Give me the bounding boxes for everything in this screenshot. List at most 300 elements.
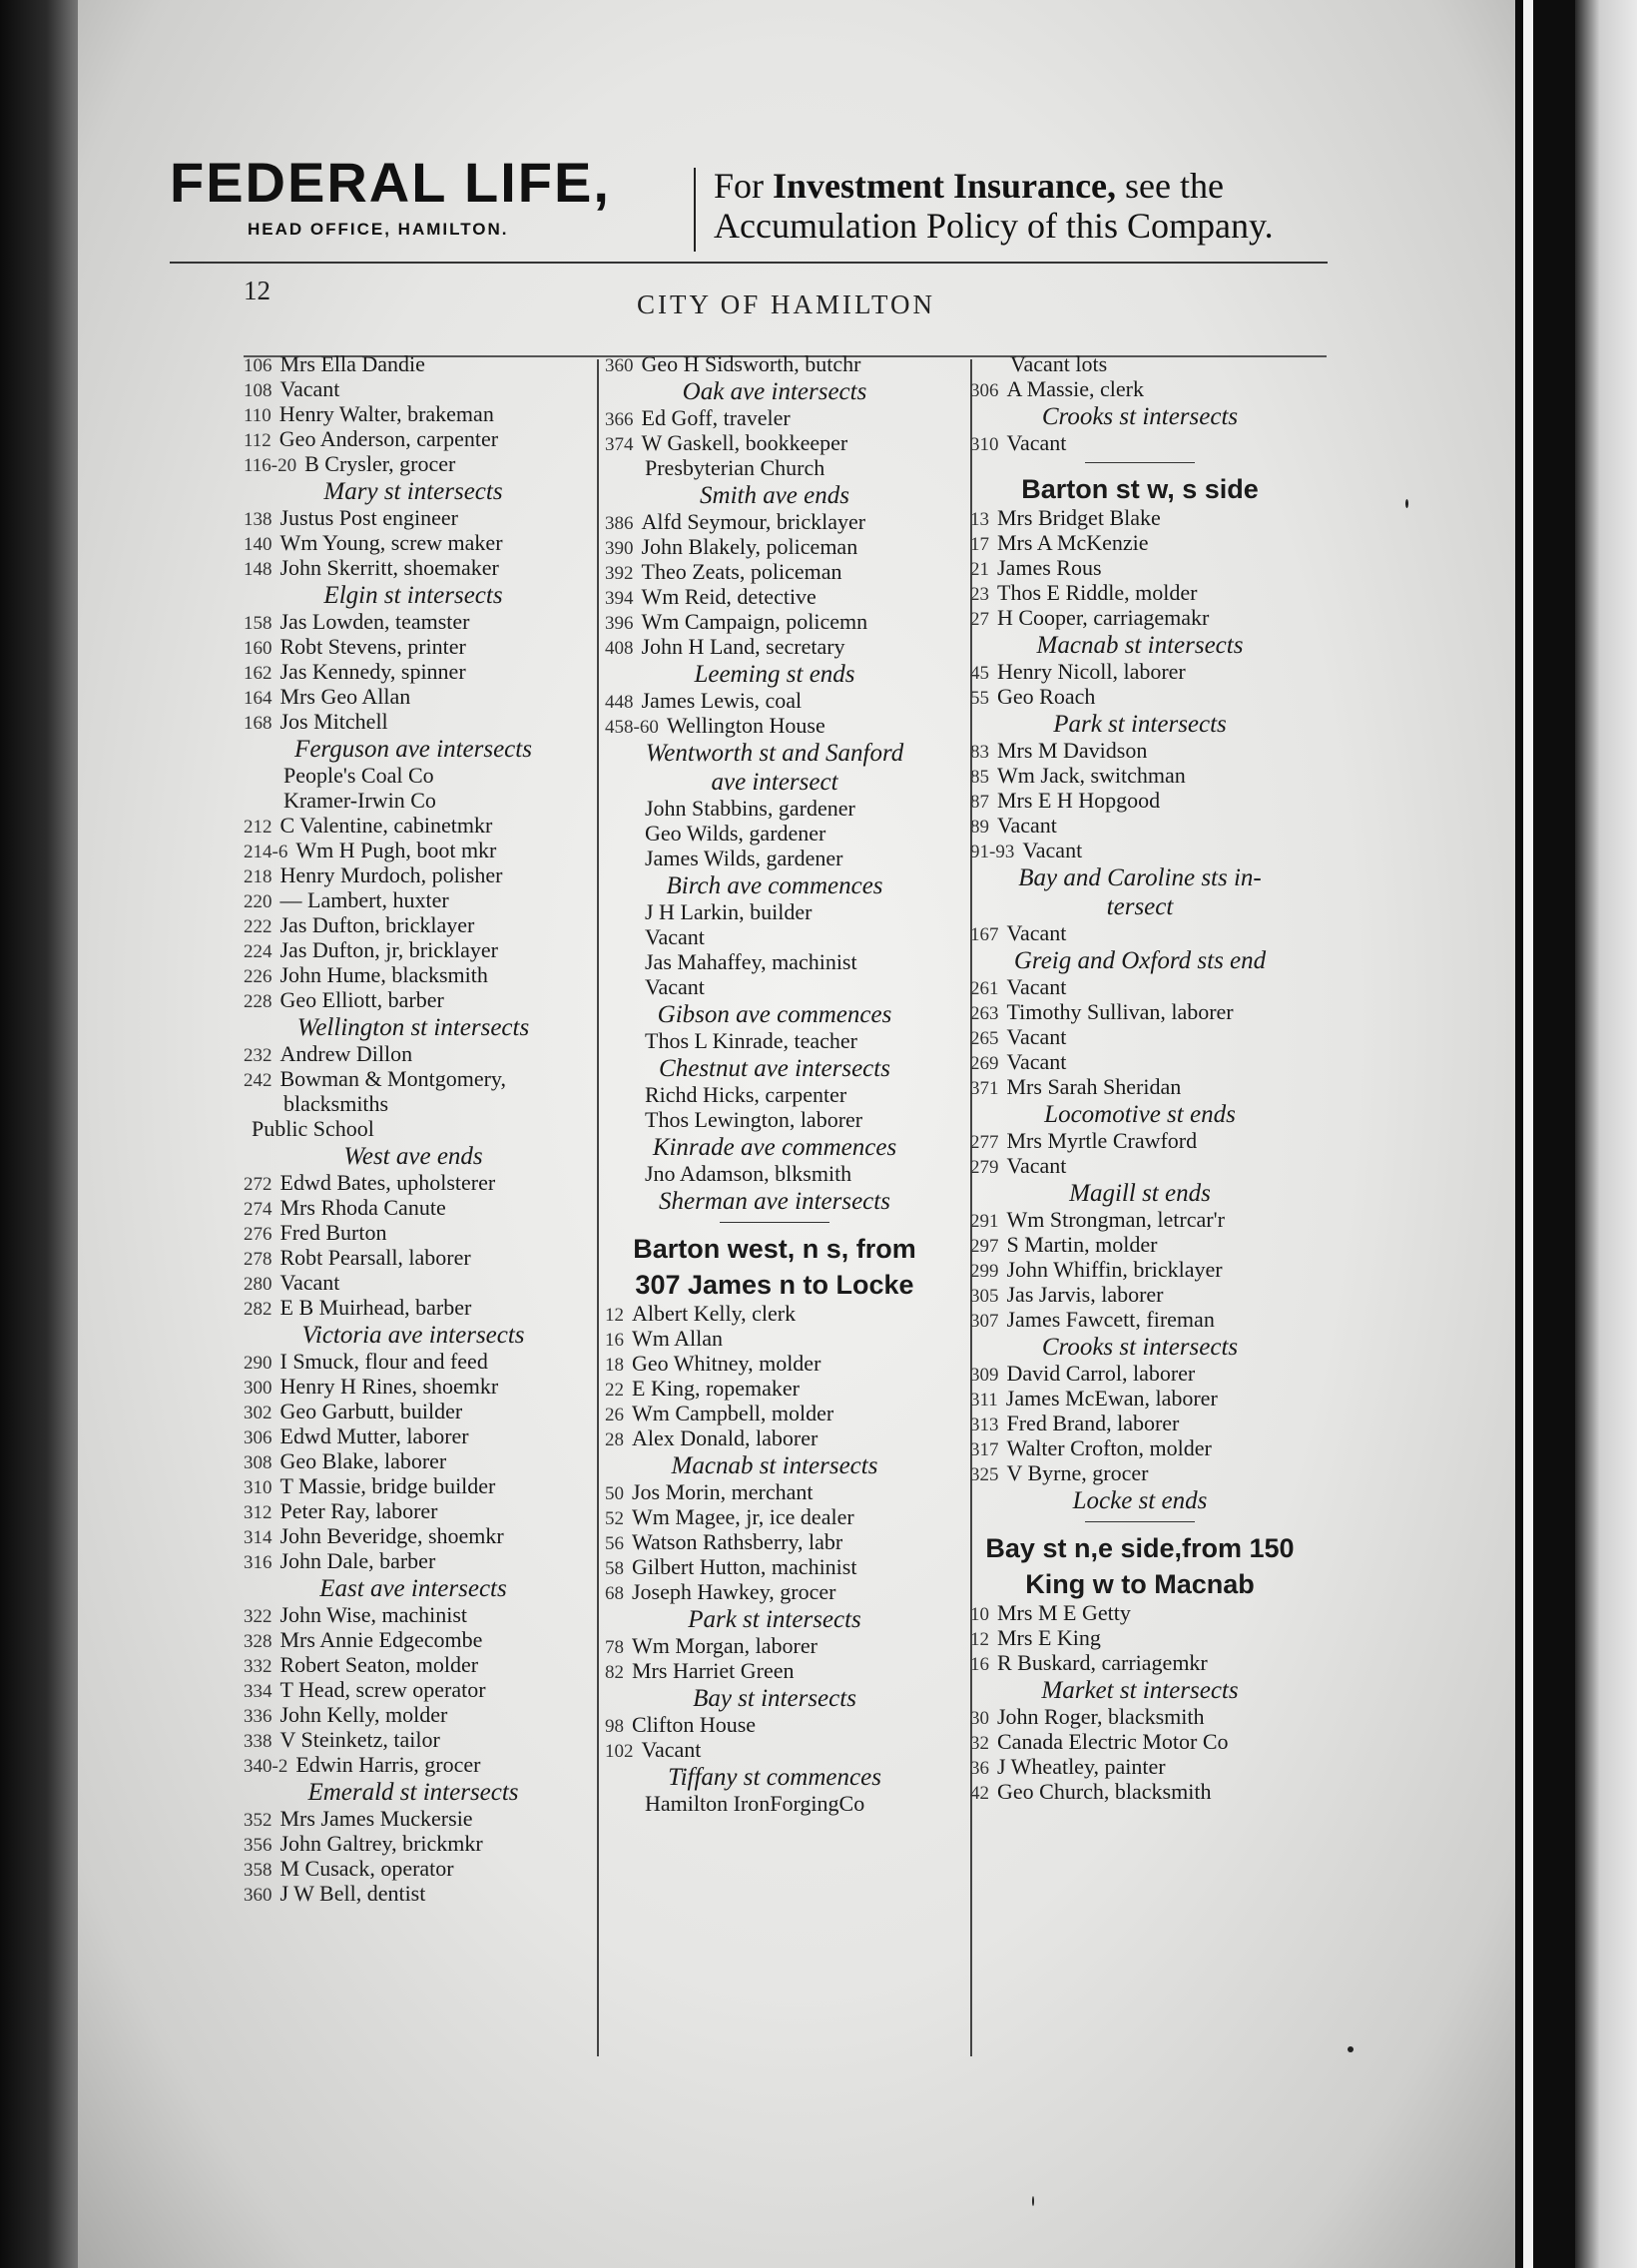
directory-entry (970, 1704, 1310, 1729)
resident-name: Geo Elliott, barber (279, 987, 444, 1012)
resident-name: Wm Magee, jr, ice dealer (632, 1504, 854, 1529)
resident-name: Wm Campbell, molder (632, 1401, 834, 1425)
street-intersection: Bay st intersects (693, 1685, 856, 1712)
street-intersection: Locke st ends (1072, 1487, 1208, 1514)
house-number: 22 (605, 1380, 624, 1401)
section-separator (970, 1514, 1310, 1528)
directory-entry: Geo Wilds, gardener (645, 821, 826, 846)
ad-brand: FEDERAL LIFE, (170, 151, 611, 214)
house-number: 366 (605, 409, 634, 430)
directory-entry (244, 1602, 583, 1627)
directory-entry (244, 1270, 583, 1295)
house-number: 261 (970, 978, 999, 999)
house-number: 310 (244, 1477, 273, 1498)
directory-entry (244, 1374, 583, 1399)
street-heading: 307 James n to Locke (635, 1270, 914, 1300)
house-number: 45 (970, 663, 989, 684)
directory-entry: Vacant (645, 974, 705, 999)
directory-entry: Hamilton IronForgingCo (645, 1791, 865, 1816)
directory-entry (244, 1349, 583, 1374)
directory-entry (970, 684, 1310, 709)
house-number: 279 (970, 1157, 999, 1178)
resident-name: Geo Garbutt, builder (279, 1399, 463, 1423)
directory-entry (244, 1727, 583, 1752)
resident-name: Albert Kelly, clerk (632, 1301, 797, 1326)
directory-entry: Jno Adamson, blksmith (645, 1161, 852, 1186)
house-number: 91-93 (970, 842, 1015, 862)
house-number: 338 (244, 1731, 273, 1752)
house-number: 16 (970, 1654, 989, 1675)
directory-entry (970, 1625, 1310, 1650)
directory-entry (970, 1754, 1310, 1779)
house-number: 17 (970, 534, 989, 555)
resident-name: Peter Ray, laborer (279, 1498, 438, 1523)
directory-entry (244, 1448, 583, 1473)
directory-entry (244, 1220, 583, 1245)
resident-name: Fred Brand, laborer (1006, 1411, 1180, 1435)
house-number: 164 (244, 688, 273, 709)
ad-divider (694, 168, 696, 252)
resident-name: James McEwan, laborer (1005, 1386, 1218, 1411)
street-intersection: Wellington st intersects (296, 1014, 530, 1041)
resident-name: Watson Rathsberry, labr (632, 1529, 843, 1554)
house-number: 162 (244, 663, 273, 684)
resident-name: H Cooper, carriagemakr (997, 605, 1210, 630)
directory-entry (605, 1301, 944, 1326)
directory-entry (970, 1411, 1310, 1435)
resident-name: Thos E Riddle, molder (997, 580, 1198, 605)
resident-name: Henry Walter, brakeman (278, 401, 494, 426)
directory-entry (244, 555, 583, 580)
resident-name: James Rous (997, 555, 1102, 580)
house-number: 87 (970, 792, 989, 813)
house-number: 352 (244, 1810, 273, 1831)
directory-entry (605, 430, 944, 455)
directory-entry: Kramer-Irwin Co (283, 788, 436, 813)
directory-entry (244, 1652, 583, 1677)
resident-name: John Whiffin, bricklayer (1006, 1257, 1223, 1282)
directory-entry (970, 1600, 1310, 1625)
resident-name: Theo Zeats, policeman (641, 559, 842, 584)
house-number: 274 (244, 1199, 273, 1220)
street-intersection: Ferguson ave intersects (294, 736, 532, 763)
street-intersection: West ave ends (343, 1143, 483, 1170)
house-number: 278 (244, 1249, 273, 1270)
directory-entry (244, 987, 583, 1012)
house-number: 26 (605, 1405, 624, 1425)
street-intersection: Smith ave ends (700, 482, 849, 509)
house-number: 56 (605, 1533, 624, 1554)
street-intersection: Mary st intersects (323, 478, 503, 505)
directory-entry (244, 1702, 583, 1727)
resident-name: Vacant (1006, 1024, 1067, 1049)
resident-name: Mrs M Davidson (997, 738, 1148, 763)
street-intersection: Chestnut ave intersects (659, 1055, 890, 1082)
ad-head-office: HEAD OFFICE, HAMILTON. (248, 220, 509, 239)
ink-speck (1405, 499, 1408, 508)
resident-name: Jos Mitchell (279, 709, 388, 734)
page-number: 12 (244, 276, 271, 305)
resident-name: T Massie, bridge builder (279, 1473, 496, 1498)
resident-name: Mrs Geo Allan (279, 684, 411, 709)
directory-entry (605, 1737, 944, 1762)
directory-entry (970, 1207, 1310, 1232)
resident-name: E B Muirhead, barber (279, 1295, 472, 1320)
resident-name: Mrs Rhoda Canute (279, 1195, 446, 1220)
resident-name: Geo Church, blacksmith (997, 1779, 1212, 1804)
resident-name: Jas Kennedy, spinner (279, 659, 466, 684)
house-number: 317 (970, 1439, 999, 1460)
directory-entry (970, 788, 1310, 813)
directory-entry (970, 974, 1310, 999)
resident-name: Wm H Pugh, boot mkr (295, 838, 497, 862)
resident-name: Jas Dufton, bricklayer (279, 912, 475, 937)
resident-name: David Carrol, laborer (1006, 1361, 1196, 1386)
house-number: 394 (605, 588, 634, 609)
house-number: 313 (970, 1415, 999, 1435)
street-intersection: Greig and Oxford sts end (1013, 947, 1267, 974)
house-number: 158 (244, 613, 273, 634)
house-number: 392 (605, 563, 634, 584)
house-number: 297 (970, 1236, 999, 1257)
street-intersection: Leeming st ends (694, 661, 855, 688)
directory-entry (970, 1153, 1310, 1178)
resident-name: Vacant (1006, 974, 1067, 999)
house-number: 224 (244, 941, 273, 962)
resident-name: Geo Blake, laborer (279, 1448, 447, 1473)
directory-entry (244, 1473, 583, 1498)
directory-entry (605, 1633, 944, 1658)
house-number: 168 (244, 713, 273, 734)
house-number: 148 (244, 559, 273, 580)
ad-slogan-line1 (714, 166, 1274, 206)
resident-name: J W Bell, dentist (279, 1881, 426, 1906)
directory-entry (970, 1435, 1310, 1460)
resident-name: Alex Donald, laborer (632, 1425, 818, 1450)
house-number: 85 (970, 767, 989, 788)
street-intersection: Magill st ends (1069, 1180, 1211, 1207)
resident-name: — Lambert, huxter (279, 887, 449, 912)
directory-entry (244, 634, 583, 659)
directory-entry (605, 1658, 944, 1683)
house-number: 110 (244, 405, 272, 426)
house-number: 138 (244, 509, 273, 530)
directory-entry (244, 813, 583, 838)
directory-entry (605, 1712, 944, 1737)
directory-entry (244, 1806, 583, 1831)
resident-name: W Gaskell, bookkeeper (641, 430, 848, 455)
house-number: 82 (605, 1662, 624, 1683)
resident-name: Henry H Rines, shoemkr (279, 1374, 499, 1399)
directory-entry (244, 887, 583, 912)
resident-name: V Byrne, grocer (1006, 1460, 1149, 1485)
resident-name: Wm Reid, detective (641, 584, 817, 609)
scan-left-edge (0, 0, 78, 2268)
column-1 (244, 351, 583, 1906)
resident-name: Timothy Sullivan, laborer (1006, 999, 1234, 1024)
resident-name: Edwin Harris, grocer (295, 1752, 481, 1777)
house-number: 263 (970, 1003, 999, 1024)
resident-name: I Smuck, flour and feed (279, 1349, 488, 1374)
directory-entry (244, 1548, 583, 1573)
directory-entry (970, 376, 1310, 401)
directory-entry: John Stabbins, gardener (645, 796, 855, 821)
resident-name: Gilbert Hutton, machinist (632, 1554, 857, 1579)
street-intersection: Park st intersects (1053, 711, 1227, 738)
directory-entry (244, 1066, 583, 1091)
street-intersection: Oak ave intersects (682, 378, 867, 405)
resident-name: E King, ropemaker (632, 1376, 800, 1401)
directory-entry (970, 555, 1310, 580)
directory-entry (244, 351, 583, 376)
directory-entry (244, 962, 583, 987)
resident-name: James Fawcett, fireman (1006, 1307, 1215, 1332)
directory-entry (244, 426, 583, 451)
street-intersection: Crooks st intersects (1041, 1334, 1239, 1361)
house-number: 42 (970, 1783, 989, 1804)
directory-entry (605, 1376, 944, 1401)
house-number: 108 (244, 380, 273, 401)
resident-name: Robt Pearsall, laborer (279, 1245, 471, 1270)
house-number: 269 (970, 1053, 999, 1074)
resident-name: M Cusack, operator (279, 1856, 454, 1881)
directory-entry (970, 1049, 1310, 1074)
resident-name: Vacant (1006, 430, 1067, 455)
resident-name: Vacant (279, 376, 340, 401)
street-intersection: tersect (1106, 893, 1174, 920)
resident-name: John Dale, barber (279, 1548, 436, 1573)
street-intersection: Park st intersects (688, 1606, 861, 1633)
resident-name: Mrs Annie Edgecombe (279, 1627, 483, 1652)
street-intersection: East ave intersects (319, 1575, 507, 1602)
house-number: 55 (970, 688, 989, 709)
house-number: 458-60 (605, 717, 659, 738)
house-number: 102 (605, 1741, 634, 1762)
directory-entry (970, 763, 1310, 788)
directory-entry (605, 351, 944, 376)
house-number: 214-6 (244, 842, 288, 862)
resident-name: Henry Murdoch, polisher (279, 862, 503, 887)
resident-name: Mrs M E Getty (997, 1600, 1131, 1625)
column-2 (605, 351, 944, 1816)
house-number: 396 (605, 613, 634, 634)
house-number: 23 (970, 584, 989, 605)
ink-speck (1032, 2196, 1034, 2206)
house-number: 334 (244, 1681, 273, 1702)
resident-name: Vacant (641, 1737, 702, 1762)
resident-name: Wm Morgan, laborer (632, 1633, 818, 1658)
directory-entry: Jas Mahaffey, machinist (645, 949, 857, 974)
resident-name: Andrew Dillon (279, 1041, 413, 1066)
directory-entry (244, 912, 583, 937)
section-separator (605, 1215, 944, 1229)
directory-entry (244, 1627, 583, 1652)
house-number: 140 (244, 534, 273, 555)
house-number: 265 (970, 1028, 999, 1049)
resident-name: Bowman & Montgomery, (279, 1066, 506, 1091)
directory-entry (244, 505, 583, 530)
house-number: 218 (244, 866, 273, 887)
house-number: 360 (605, 355, 634, 376)
directory-entry (970, 1386, 1310, 1411)
directory-entry (605, 584, 944, 609)
directory-entry: Presbyterian Church (645, 455, 825, 480)
directory-entry (244, 1856, 583, 1881)
directory-entry (244, 709, 583, 734)
resident-name: Clifton House (632, 1712, 757, 1737)
directory-entry (970, 1074, 1310, 1099)
directory-entry (605, 1351, 944, 1376)
house-number: 32 (970, 1733, 989, 1754)
directory-entry (605, 1401, 944, 1425)
street-intersection: Wentworth st and Sanford (645, 740, 904, 767)
street-intersection: Macnab st intersects (671, 1452, 878, 1479)
resident-name: Alfd Seymour, bricklayer (641, 509, 866, 534)
directory-entry: Vacant lots (1010, 351, 1108, 376)
resident-name: Mrs Harriet Green (632, 1658, 795, 1683)
directory-entry (244, 1831, 583, 1856)
directory-entry (244, 1498, 583, 1523)
directory-entry (970, 920, 1310, 945)
resident-name: John Wise, machinist (279, 1602, 468, 1627)
house-number: 78 (605, 1637, 624, 1658)
directory-entry (244, 530, 583, 555)
house-number: 386 (605, 513, 634, 534)
resident-name: Mrs A McKenzie (997, 530, 1149, 555)
resident-name: John Beveridge, shoemkr (279, 1523, 504, 1548)
directory-entry (970, 1024, 1310, 1049)
resident-name: Mrs Myrtle Crawford (1006, 1128, 1198, 1153)
street-intersection: Emerald st intersects (307, 1779, 519, 1806)
street-intersection: Birch ave commences (666, 872, 883, 899)
directory-entry (970, 1460, 1310, 1485)
house-number: 280 (244, 1274, 273, 1295)
resident-name: Mrs Bridget Blake (997, 505, 1161, 530)
ad-underline (170, 262, 1328, 264)
resident-name: John H Land, secretary (641, 634, 845, 659)
house-number: 336 (244, 1706, 273, 1727)
directory-entry: blacksmiths (283, 1091, 389, 1116)
directory-entry (244, 1423, 583, 1448)
directory-entry (970, 1257, 1310, 1282)
resident-name: Mrs E King (997, 1625, 1101, 1650)
resident-name: B Crysler, grocer (304, 451, 456, 476)
directory-entry (970, 1779, 1310, 1804)
resident-name: A Massie, clerk (1006, 376, 1144, 401)
house-number: 27 (970, 609, 989, 630)
house-number: 83 (970, 742, 989, 763)
house-number: 13 (970, 509, 989, 530)
house-number: 58 (605, 1558, 624, 1579)
directory-entry (244, 1523, 583, 1548)
directory-entry (244, 862, 583, 887)
resident-name: John Roger, blacksmith (997, 1704, 1205, 1729)
house-number: 12 (970, 1629, 989, 1650)
house-number: 358 (244, 1860, 273, 1881)
directory-entry (970, 530, 1310, 555)
resident-name: John Blakely, policeman (641, 534, 858, 559)
directory-entry (970, 1128, 1310, 1153)
resident-name: Wm Strongman, letrcar'r (1006, 1207, 1225, 1232)
directory-entry (244, 1195, 583, 1220)
house-number: 277 (970, 1132, 999, 1153)
directory-entry (605, 634, 944, 659)
street-intersection: Bay and Caroline sts in- (1018, 864, 1262, 891)
resident-name: Vacant (1006, 1153, 1067, 1178)
house-number: 306 (970, 380, 999, 401)
house-number: 116-20 (244, 455, 297, 476)
directory-entry (970, 1361, 1310, 1386)
directory-entry (244, 659, 583, 684)
ad-slogan-line2: Accumulation Policy of this Company. (714, 206, 1274, 246)
directory-entry (605, 1425, 944, 1450)
house-number: 305 (970, 1286, 999, 1307)
house-number: 106 (244, 355, 273, 376)
directory-entry (970, 659, 1310, 684)
resident-name: Justus Post engineer (279, 505, 458, 530)
house-number: 220 (244, 891, 273, 912)
house-number: 89 (970, 817, 989, 838)
resident-name: Vacant (279, 1270, 340, 1295)
ad-slogan (714, 166, 1274, 246)
resident-name: T Head, screw operator (279, 1677, 486, 1702)
directory-entry (244, 1295, 583, 1320)
resident-name: Ed Goff, traveler (641, 405, 791, 430)
directory-entry (605, 1579, 944, 1604)
directory-entry (605, 1554, 944, 1579)
house-number: 309 (970, 1365, 999, 1386)
column-3 (970, 351, 1310, 1804)
resident-name: S Martin, molder (1006, 1232, 1158, 1257)
street-intersection: Crooks st intersects (1041, 403, 1239, 430)
resident-name: V Steinketz, tailor (279, 1727, 440, 1752)
resident-name: Jas Jarvis, laborer (1006, 1282, 1164, 1307)
house-number: 390 (605, 538, 634, 559)
directory-entry (970, 813, 1310, 838)
directory-entry (244, 1399, 583, 1423)
page-title: CITY OF HAMILTON (637, 289, 936, 319)
resident-name: C Valentine, cabinetmkr (279, 813, 493, 838)
house-number: 232 (244, 1045, 273, 1066)
resident-name: John Galtrey, brickmkr (279, 1831, 483, 1856)
house-number: 314 (244, 1527, 273, 1548)
house-number: 308 (244, 1452, 273, 1473)
directory-entry (605, 1529, 944, 1554)
resident-name: Wm Campaign, policemn (641, 609, 868, 634)
house-number: 228 (244, 991, 273, 1012)
house-number: 36 (970, 1758, 989, 1779)
resident-name: Wm Allan (632, 1326, 724, 1351)
street-intersection: Kinrade ave commences (652, 1134, 897, 1161)
resident-name: Vacant (997, 813, 1057, 838)
resident-name: John Hume, blacksmith (279, 962, 488, 987)
directory-entry (970, 838, 1310, 862)
house-number: 306 (244, 1427, 273, 1448)
house-number: 291 (970, 1211, 999, 1232)
directory-entry (970, 505, 1310, 530)
section-separator (970, 455, 1310, 469)
ad-line1-bold: Investment Insurance, (773, 166, 1117, 206)
house-number: 242 (244, 1070, 273, 1091)
directory-entry (970, 1282, 1310, 1307)
street-intersection: Sherman ave intersects (659, 1188, 890, 1215)
house-number: 307 (970, 1311, 999, 1332)
street-heading: Barton st w, s side (1021, 474, 1259, 504)
resident-name: Public School (252, 1116, 374, 1141)
resident-name: Geo Whitney, molder (632, 1351, 821, 1376)
house-number: 68 (605, 1583, 624, 1604)
resident-name: Canada Electric Motor Co (997, 1729, 1229, 1754)
